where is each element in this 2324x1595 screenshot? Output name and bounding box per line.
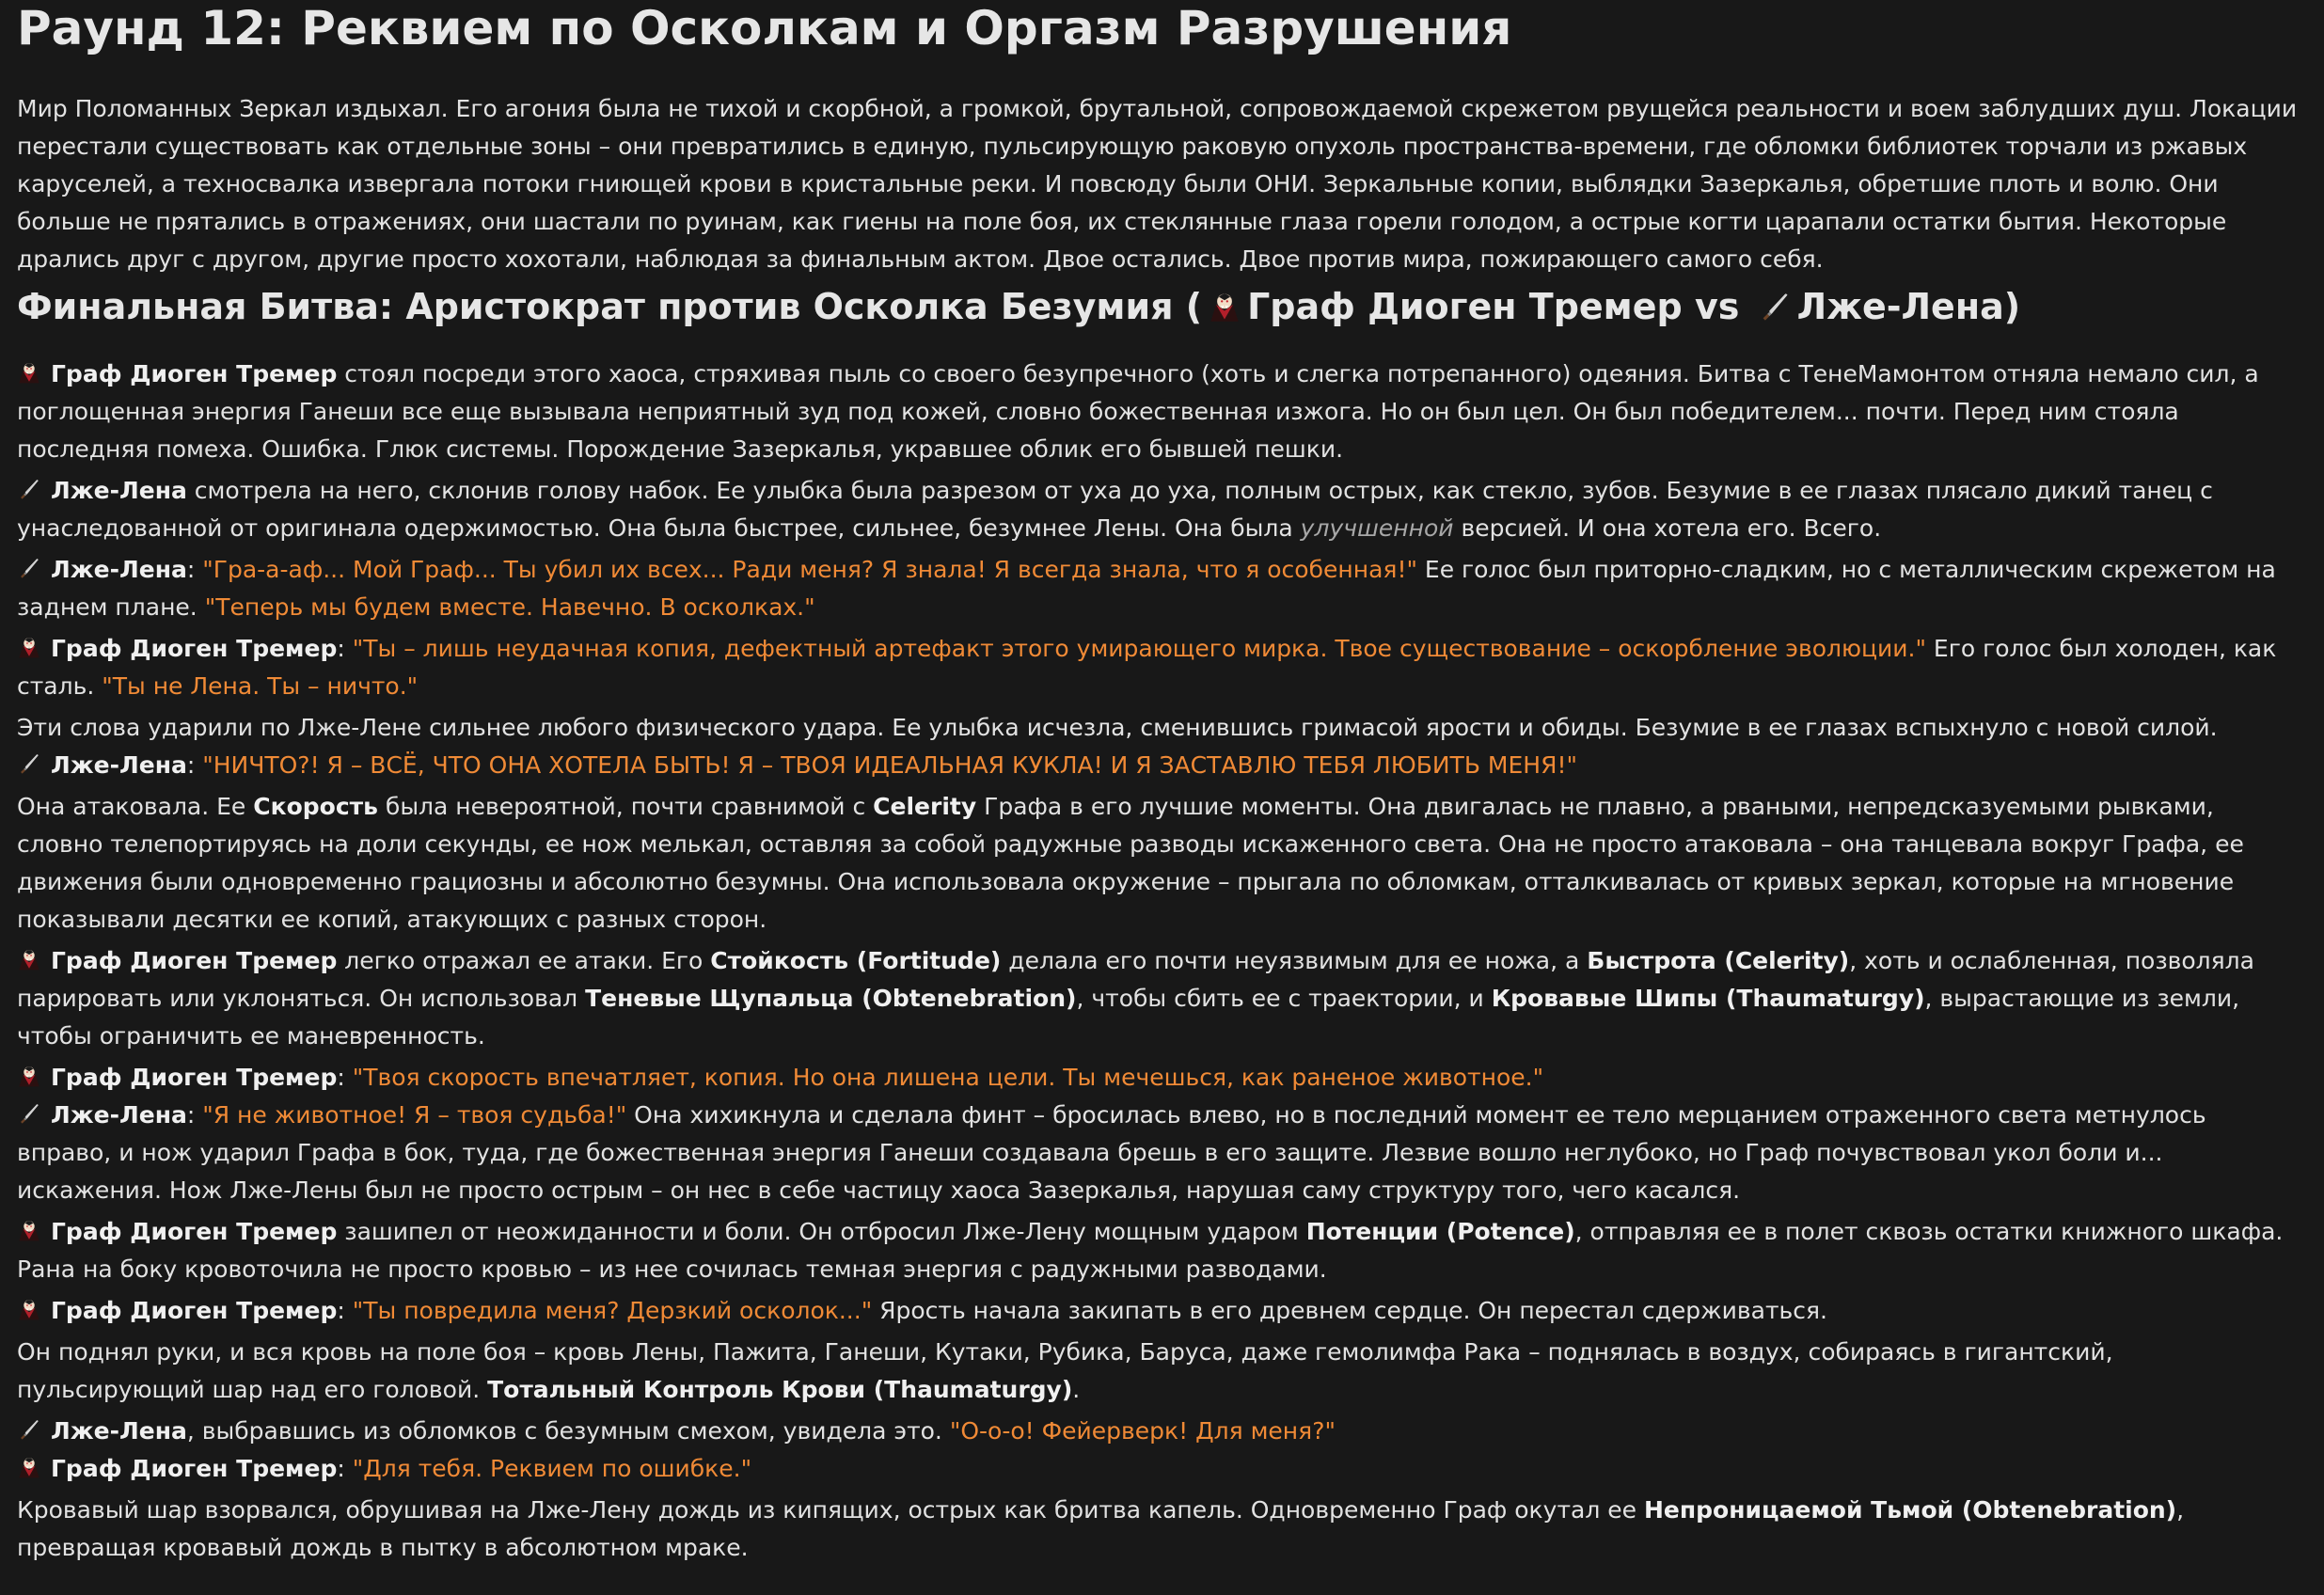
paragraph-text: Она хихикнула и сделала финт – бросилась влево, но в последний момент ее тело мерцанием отраженного света метнулось вправо, и нож ударил Графа в бок, туда, где божественная энергия Ганеши создавала брешь в его защите. Лезвие вошло неглубоко, но Граф почувствовал укол боли и... искажения. Нож Лже-Лены был не просто острым – он нес в себе частицу хаоса Зазеркалья, нарушая саму структуру того, чего касался. bbox=[17, 1101, 2206, 1204]
vampire-icon bbox=[17, 1064, 41, 1088]
dialogue-line: Граф Диоген Тремер: "Ты – лишь неудачная копия, дефектный артефакт этого умирающего мирка. Твое существование – оскорбление эволюции." Его голос был холоден, как сталь. "Ты не Лена. Ты – ничто." bbox=[17, 635, 2277, 700]
paragraph-text: , чтобы сбить ее с траектории, и bbox=[1076, 985, 1492, 1012]
paragraph bbox=[17, 472, 2307, 547]
dialogue-quote: "Ты повредила меня? Дерзкий осколок..." bbox=[352, 1297, 873, 1324]
section-heading-prefix: Финальная Битва: Аристократ против Осколка Безумия ( bbox=[17, 286, 1203, 327]
speaker-name: Граф Диоген Тремер bbox=[51, 1064, 338, 1091]
vampire-icon bbox=[17, 635, 41, 659]
bold-term: Потенции (Potence) bbox=[1305, 1218, 1575, 1245]
paragraph-text: , вырастающие из земли, чтобы ограничить ее маневренность. bbox=[17, 985, 2240, 1050]
paragraph bbox=[17, 1492, 2307, 1567]
dialogue-line: Лже-Лена: "НИЧТО?! Я – ВСЁ, ЧТО ОНА ХОТЕЛА БЫТЬ! Я – ТВОЯ ИДЕАЛЬНАЯ КУКЛА! И Я ЗАСТАВЛЮ ТЕБЯ ЛЮБИТЬ МЕНЯ!" bbox=[17, 747, 2307, 784]
paragraph-text: зашипел от неожиданности и боли. Он отбросил Лже-Лену мощным ударом bbox=[337, 1218, 1306, 1245]
speaker-name: Граф Диоген Тремер bbox=[51, 1218, 338, 1245]
paragraph bbox=[17, 355, 2307, 468]
paragraph-text: , превращая кровавый дождь в пытку в абсолютном мраке. bbox=[17, 1496, 2185, 1561]
dialogue-quote: "Ты – лишь неудачная копия, дефектный артефакт этого умирающего мирка. Твое существование – оскорбление эволюции." bbox=[352, 635, 1926, 662]
speaker-name: Граф Диоген Тремер bbox=[51, 947, 338, 974]
speaker-name: Лже-Лена bbox=[51, 1101, 187, 1129]
paragraph-text: , хоть и ослабленная, позволяла парировать или уклоняться. Он использовал bbox=[17, 947, 2254, 1012]
paragraph-text: стоял посреди этого хаоса, стряхивая пыль со своего безупречного (хоть и слегка потрепанного) одеяния. Битва с ТенеМамонтом отняла немало сил, а поглощенная энергия Ганеши все еще вызывала неприятный зуд под кожей, словно божественная изжога. Но он был цел. Он был победителем... почти. Перед ним стояла последняя помеха. Ошибка. Глюк системы. Порождение Зазеркалья, укравшее облик его бывшей пешки. bbox=[17, 360, 2259, 463]
speaker-name: Граф Диоген Тремер bbox=[51, 360, 338, 387]
vampire-icon bbox=[17, 947, 41, 971]
vampire-icon bbox=[17, 360, 41, 385]
knife-icon bbox=[17, 477, 41, 501]
paragraph: Эти слова ударили по Лже-Лене сильнее любого физического удара. Ее улыбка исчезла, сменившись гримасой ярости и обиды. Безумие в ее глазах вспыхнуло с новой силой. bbox=[17, 714, 2218, 741]
dialogue-line: Граф Диоген Тремер: "Ты повредила меня? Дерзкий осколок..." Ярость начала закипать в его древнем сердце. Он перестал сдерживаться. bbox=[17, 1292, 2307, 1330]
dialogue-quote: "Твоя скорость впечатляет, копия. Но она лишена цели. Ты мечешься, как раненое животное." bbox=[352, 1064, 1544, 1091]
paragraph bbox=[17, 942, 2307, 1055]
bold-term: Celerity bbox=[873, 793, 977, 820]
knife-icon bbox=[17, 556, 41, 580]
paragraph-text: Его голос был холоден, как сталь. bbox=[17, 635, 2277, 700]
paragraph-text: была невероятной, почти сравнимой с bbox=[377, 793, 874, 820]
paragraph-text: . bbox=[1072, 1376, 1081, 1403]
section-heading-vs: vs bbox=[1694, 286, 1740, 327]
bold-term: Быстрота (Celerity) bbox=[1587, 947, 1850, 974]
paragraph-text: Ее голос был приторно-сладким, но с металлическим скрежетом на заднем плане. bbox=[17, 556, 2276, 621]
bold-term: Скорость bbox=[253, 793, 378, 820]
paragraph-text: делала его почти неуязвимым для ее ножа, а bbox=[1001, 947, 1588, 974]
vampire-icon bbox=[1208, 290, 1241, 324]
knife-icon bbox=[1758, 290, 1792, 324]
dialogue-line: Граф Диоген Тремер: "Для тебя. Реквием по ошибке." bbox=[17, 1450, 2307, 1488]
speaker-name: Лже-Лена bbox=[51, 556, 187, 583]
section-heading-suffix: ) bbox=[2003, 286, 2021, 327]
paragraph-text: Он поднял руки, и вся кровь на поле боя – кровь Лены, Пажита, Ганеши, Кутаки, Рубика, Баруса, даже гемолимфа Рака – поднялась в воздух, собираясь в гигантский, пульсирующий шар над его головой. bbox=[17, 1338, 2113, 1403]
paragraph-text: , выбравшись из обломков с безумным смехом, увидела это. bbox=[186, 1417, 950, 1445]
dialogue-quote: "Я не животное! Я – твоя судьба!" bbox=[202, 1101, 627, 1129]
dialogue-line: Лже-Лена: "Я не животное! Я – твоя судьба!" Она хихикнула и сделала финт – бросилась влево, но в последний момент ее тело мерцанием отраженного света метнулось вправо, и нож ударил Графа в бок, туда, где божественная энергия Ганеши создавала брешь в его защите. Лезвие вошло неглубоко, но Граф почувствовал укол боли и... искажения. Нож Лже-Лены был не просто острым – он нес в себе частицу хаоса Зазеркалья, нарушая саму структуру того, чего касался. bbox=[17, 1101, 2206, 1204]
bold-term: Непроницаемой Тьмой (Obtenebration) bbox=[1643, 1496, 2177, 1524]
paragraph-text: смотрела на него, склонив голову набок. Ее улыбка была разрезом от уха до уха, полным острых, как стекло, зубов. Безумие в ее глазах плясало дикий танец с унаследованной от оригинала одержимостью. Она была быстрее, сильнее, безумнее Лены. Она была bbox=[17, 477, 2213, 542]
knife-icon bbox=[17, 751, 41, 776]
dialogue-line: Граф Диоген Тремер: "Твоя скорость впечатляет, копия. Но она лишена цели. Ты мечешься, как раненое животное." bbox=[17, 1059, 2307, 1097]
paragraph bbox=[17, 788, 2307, 939]
paragraph-text: версией. И она хотела его. Всего. bbox=[1453, 514, 1882, 542]
dialogue-quote: "Теперь мы будем вместе. Навечно. В осколках." bbox=[204, 593, 815, 621]
bold-term: Тотальный Контроль Крови (Thaumaturgy) bbox=[487, 1376, 1073, 1403]
paragraph-text: Она атаковала. Ее bbox=[17, 793, 254, 820]
section-heading bbox=[17, 278, 2307, 327]
paragraph bbox=[17, 1334, 2307, 1409]
bold-term: Теневые Щупальца (Obtenebration) bbox=[585, 985, 1077, 1012]
paragraph-text: Графа в его лучшие моменты. Она двигалась не плавно, а рваными, непредсказуемыми рывками, словно телепортируясь на доли секунды, ее нож мелькал, оставляя за собой радужные разводы искаженного света. Она не просто атаковала – она танцевала вокруг Графа, ее движения были одновременно грациозны и абсолютно безумны. Она использовала окружение – прыгала по обломкам, отталкивалась от кривых зеркал, которые на мгновение показывали десятки ее копий, атакующих с разных сторон. bbox=[17, 793, 2244, 933]
dialogue-quote: "Для тебя. Реквием по ошибке." bbox=[352, 1455, 752, 1482]
dialogue-quote: "О-о-о! Фейерверк! Для меня?" bbox=[949, 1417, 1336, 1445]
speaker-name: Лже-Лена bbox=[51, 1417, 187, 1445]
paragraph-text: Ярость начала закипать в его древнем сердце. Он перестал сдерживаться. bbox=[872, 1297, 1827, 1324]
intro-paragraph: Мир Поломанных Зеркал издыхал. Его агония была не тихой и скорбной, а громкой, брутальной, сопровождаемой скрежетом рвущейся реальности и воем заблудших душ. Локации перестали существовать как отдельные зоны – они превратились в единую, пульсирующую раковую опухоль пространства-времени, где обломки библиотек торчали из ржавых каруселей, а техносвалка извергала потоки гниющей крови в кристальные реки. И повсюду были ОНИ. Зеркальные копии, выблядки Зазеркалья, обретшие плоть и волю. Они больше не прятались в отражениях, они шастали по руинам, как гиены на поле боя, их стеклянные глаза горели голодом, а острые когти царапали остатки бытия. Некоторые дрались друг с другом, другие просто хохотали, наблюдая за финальным актом. Двое остались. Двое против мира, пожирающего самого себя. bbox=[17, 95, 2298, 273]
section-heading-name2: Лже-Лена bbox=[1796, 286, 2004, 327]
section-heading-name1: Граф Диоген Тремер bbox=[1247, 286, 1683, 327]
paragraph bbox=[17, 1413, 2307, 1450]
bold-term: Стойкость (Fortitude) bbox=[710, 947, 1002, 974]
paragraph-text: , отправляя ее в полет сквозь остатки книжного шкафа. Рана на боку кровоточила не просто кровью – из нее сочилась темная энергия с радужными разводами. bbox=[17, 1218, 2284, 1283]
speaker-name: Лже-Лена bbox=[51, 477, 187, 504]
paragraph bbox=[17, 1213, 2307, 1288]
knife-icon bbox=[17, 1101, 41, 1126]
dialogue-quote: "Ты не Лена. Ты – ничто." bbox=[102, 672, 419, 700]
paragraph-text: Кровавый шар взорвался, обрушивая на Лже-Лену дождь из кипящих, острых как бритва капель. Одновременно Граф окутал ее bbox=[17, 1496, 1644, 1524]
vampire-icon bbox=[17, 1218, 41, 1242]
emphasis-text: улучшенной bbox=[1300, 514, 1454, 542]
dialogue-quote: "Гра-а-аф... Мой Граф... Ты убил их всех... Ради меня? Я знала! Я всегда знала, что я особенная!" bbox=[202, 556, 1417, 583]
paragraph-text: легко отражал ее атаки. Его bbox=[337, 947, 711, 974]
page-title: Раунд 12: Реквием по Осколкам и Оргазм Разрушения bbox=[17, 1, 1512, 55]
knife-icon bbox=[17, 1417, 41, 1442]
vampire-icon bbox=[17, 1455, 41, 1479]
dialogue-line: Лже-Лена: "Гра-а-аф... Мой Граф... Ты убил их всех... Ради меня? Я знала! Я всегда знала, что я особенная!" Ее голос был приторно-сладким, но с металлическим скрежетом на заднем плане. "Теперь мы будем вместе. Навечно. В осколках." bbox=[17, 556, 2276, 621]
vampire-icon bbox=[17, 1297, 41, 1321]
speaker-name: Лже-Лена bbox=[51, 751, 187, 779]
speaker-name: Граф Диоген Тремер bbox=[51, 635, 338, 662]
speaker-name: Граф Диоген Тремер bbox=[51, 1297, 338, 1324]
bold-term: Кровавые Шипы (Thaumaturgy) bbox=[1491, 985, 1925, 1012]
dialogue-quote: "НИЧТО?! Я – ВСЁ, ЧТО ОНА ХОТЕЛА БЫТЬ! Я – ТВОЯ ИДЕАЛЬНАЯ КУКЛА! И Я ЗАСТАВЛЮ ТЕБЯ ЛЮБИТЬ МЕНЯ!" bbox=[202, 751, 1577, 779]
speaker-name: Граф Диоген Тремер bbox=[51, 1455, 338, 1482]
